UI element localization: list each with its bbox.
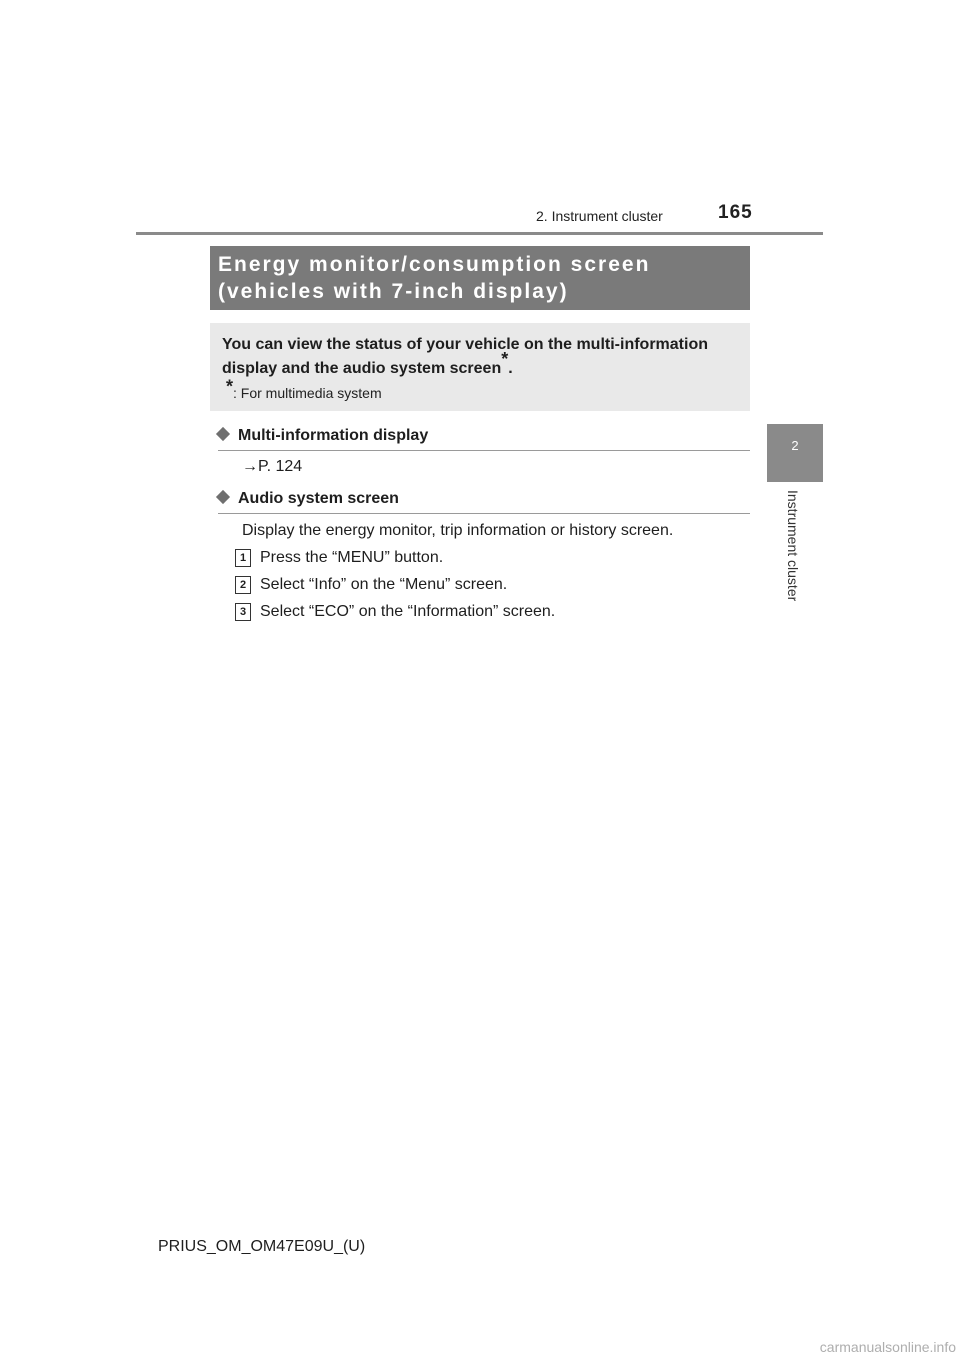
page-number: 165 [718, 202, 753, 223]
page-reference: →P. 124 [242, 458, 303, 475]
subheading-rule [218, 513, 750, 514]
step-item: 3 Select “ECO” on the “Information” screen. [235, 603, 555, 622]
step-number: 1 [235, 549, 251, 567]
chapter-tab [767, 424, 823, 482]
chapter-label [767, 490, 801, 610]
step-number: 3 [235, 603, 251, 621]
intro-text: You can view the status of your vehicle on the multi-information display and the audio system screen*. [222, 336, 708, 377]
watermark [720, 1332, 960, 1358]
watermark-text: carmanualsonline.info [819, 1339, 956, 1355]
subheading-audio-system-screen: Audio system screen [218, 490, 399, 508]
subheading-rule [218, 450, 750, 451]
arrow-right-icon: → [242, 458, 258, 475]
step-item: 1 Press the “MENU” button. [235, 549, 443, 568]
diamond-bullet-icon [216, 427, 230, 441]
asterisk-marker: * [501, 348, 509, 369]
header-section-title: 2. Instrument cluster [536, 208, 663, 224]
section-title-line2: (vehicles with 7-inch display) [218, 280, 569, 303]
footnote: *: For multimedia system [226, 376, 382, 401]
audio-description: Display the energy monitor, trip information or history screen. [242, 522, 674, 539]
chapter-number: 2 [791, 438, 799, 453]
subheading-multi-information-display: Multi-information display [218, 427, 428, 445]
intro-box [210, 323, 750, 411]
footer-document-code: PRIUS_OM_OM47E09U_(U) [158, 1238, 366, 1255]
header-rule [136, 232, 823, 235]
footnote-marker: * [226, 376, 234, 397]
section-title-line1: Energy monitor/consumption screen [218, 253, 651, 276]
section-title-bar [210, 246, 750, 310]
step-item: 2 Select “Info” on the “Menu” screen. [235, 576, 507, 595]
chapter-label-text: Instrument cluster [785, 490, 801, 602]
step-number: 2 [235, 576, 251, 594]
diamond-bullet-icon [216, 490, 230, 504]
